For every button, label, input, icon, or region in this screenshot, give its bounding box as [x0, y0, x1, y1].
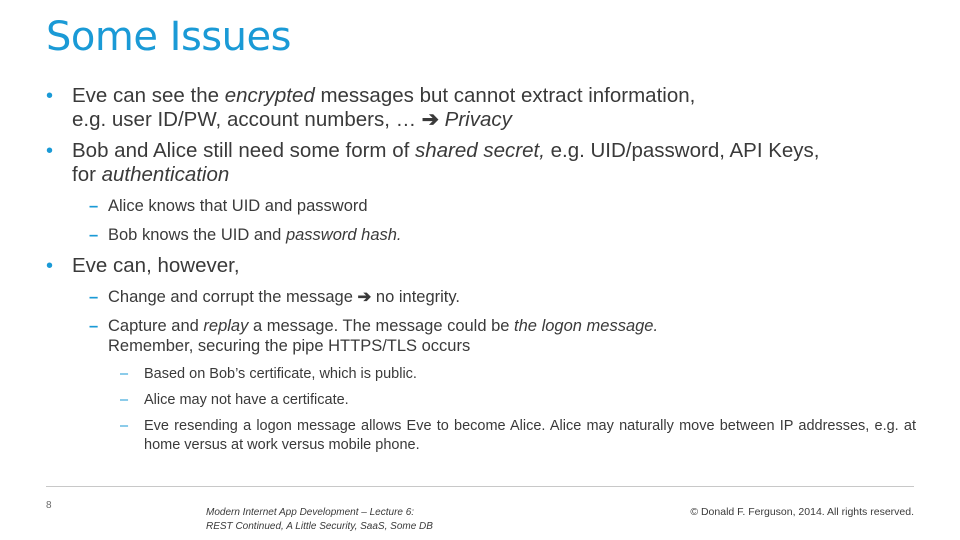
- emphasis: encrypted: [224, 84, 315, 107]
- dash-marker: –: [89, 288, 99, 306]
- text: Remember, securing the pipe HTTPS/TLS occurs: [108, 337, 471, 355]
- emphasis: authentication: [101, 163, 230, 186]
- text: Eve can, however,: [72, 254, 240, 277]
- sub-bullet-integrity: [46, 287, 926, 307]
- text: Based on Bob’s certificate, which is public.: [144, 366, 417, 382]
- text: Capture and: [108, 317, 204, 335]
- bullet-shared-secret: [46, 139, 926, 187]
- text: Alice knows that UID and password: [108, 197, 368, 215]
- dash-marker: –: [89, 226, 99, 244]
- text: e.g. user ID/PW, account numbers, …: [72, 108, 422, 131]
- bullet-eve-however: [46, 254, 926, 278]
- course-title: [206, 506, 433, 534]
- text: Change and corrupt the message: [108, 288, 358, 306]
- copyright-notice: © Donald F. Ferguson, 2014. All rights reserved.: [690, 506, 914, 518]
- bullet-marker: •: [46, 140, 54, 162]
- sub-bullet-alice: [46, 196, 926, 216]
- dash-marker: –: [89, 317, 99, 335]
- emphasis: Privacy: [438, 108, 512, 131]
- course-line-2: REST Continued, A Little Security, SaaS, Some DB: [206, 521, 433, 532]
- text: a message. The message could be: [248, 317, 515, 335]
- dash-marker: –: [89, 197, 99, 215]
- arrow-icon: ➔: [357, 288, 372, 306]
- text: Eve resending a logon message allows Eve to become Alice. Alice may naturally move between IP addresses, e.g. at home versus at work versus mobile phone.: [144, 418, 916, 453]
- text: Bob and Alice still need some form of: [72, 139, 415, 162]
- emphasis: replay: [203, 317, 249, 335]
- text: Eve can see the: [72, 84, 225, 107]
- dash-marker: –: [120, 366, 129, 382]
- text: messages but cannot extract information,: [314, 84, 696, 107]
- arrow-icon: ➔: [421, 108, 439, 131]
- course-line-1: Modern Internet App Development – Lecture 6:: [206, 507, 415, 518]
- slide-body: [46, 84, 926, 462]
- text: Alice may not have a certificate.: [144, 392, 349, 408]
- dash-marker: –: [120, 392, 129, 408]
- sub-sub-bullet-resend: [46, 417, 916, 455]
- emphasis: the logon message.: [514, 317, 659, 335]
- sub-sub-bullet-certificate: [46, 365, 926, 384]
- bullet-marker: •: [46, 255, 54, 277]
- text: for: [72, 163, 102, 186]
- emphasis: shared secret,: [415, 139, 545, 162]
- slide-title: Some Issues: [46, 14, 291, 60]
- bullet-privacy: [46, 84, 926, 132]
- text: no integrity.: [371, 288, 460, 306]
- page-number: 8: [46, 500, 52, 511]
- bullet-marker: •: [46, 85, 54, 107]
- dash-marker: –: [120, 418, 129, 434]
- text: e.g. UID/password, API Keys,: [544, 139, 820, 162]
- sub-bullet-bob: [46, 225, 926, 245]
- sub-sub-bullet-no-certificate: [46, 391, 926, 410]
- emphasis: password hash.: [285, 226, 402, 244]
- text: Bob knows the UID and: [108, 226, 286, 244]
- footer-divider: [46, 486, 914, 487]
- sub-bullet-replay: [46, 316, 926, 356]
